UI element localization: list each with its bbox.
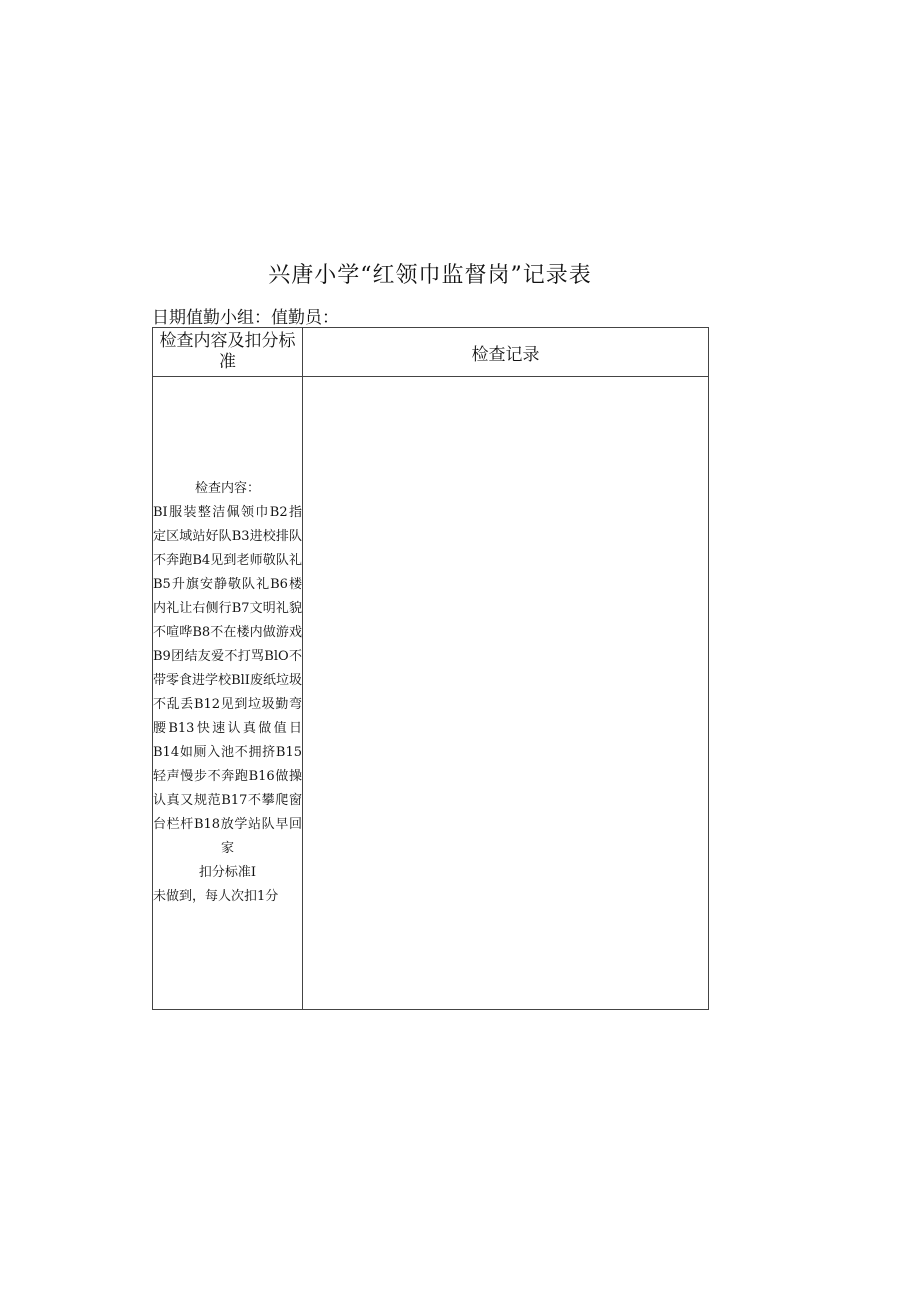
table-body-row <box>153 377 709 1010</box>
table-header-row <box>153 328 709 377</box>
content-heading: 检查内容： <box>194 481 260 496</box>
duty-info-line: 日期值勤小组：值勤员： <box>152 308 339 328</box>
content-items: BI服装整洁佩领巾B2指定区域站好队B3进校排队不奔跑B4见到老师敬队礼B5升旗安静敬队礼B6楼内礼让右侧行B7文明礼貌不喧哗B8不在楼内做游戏B9团结友爱不打骂BlO不带零食进学校BlI废纸垃圾不乱丢B12见到垃圾勤弯腰B13快速认真做值日B14如厕入池不拥挤B15轻声慢步不奔跑B16做操认真又规范B17不攀爬窗台栏杆B18放学站队早回家 <box>153 505 302 856</box>
form-title: 兴唐小学“红领巾监督岗”记录表 <box>268 263 592 288</box>
criteria-cell <box>153 377 303 1010</box>
header-criteria: 检查内容及扣分标准 <box>153 328 303 377</box>
deduction-rule: 未做到，每人次扣1分 <box>153 889 279 904</box>
record-cell[interactable] <box>303 377 709 1010</box>
deduction-heading: 扣分标准I <box>198 865 257 880</box>
header-record: 检查记录 <box>303 328 709 377</box>
record-table <box>152 327 709 1010</box>
